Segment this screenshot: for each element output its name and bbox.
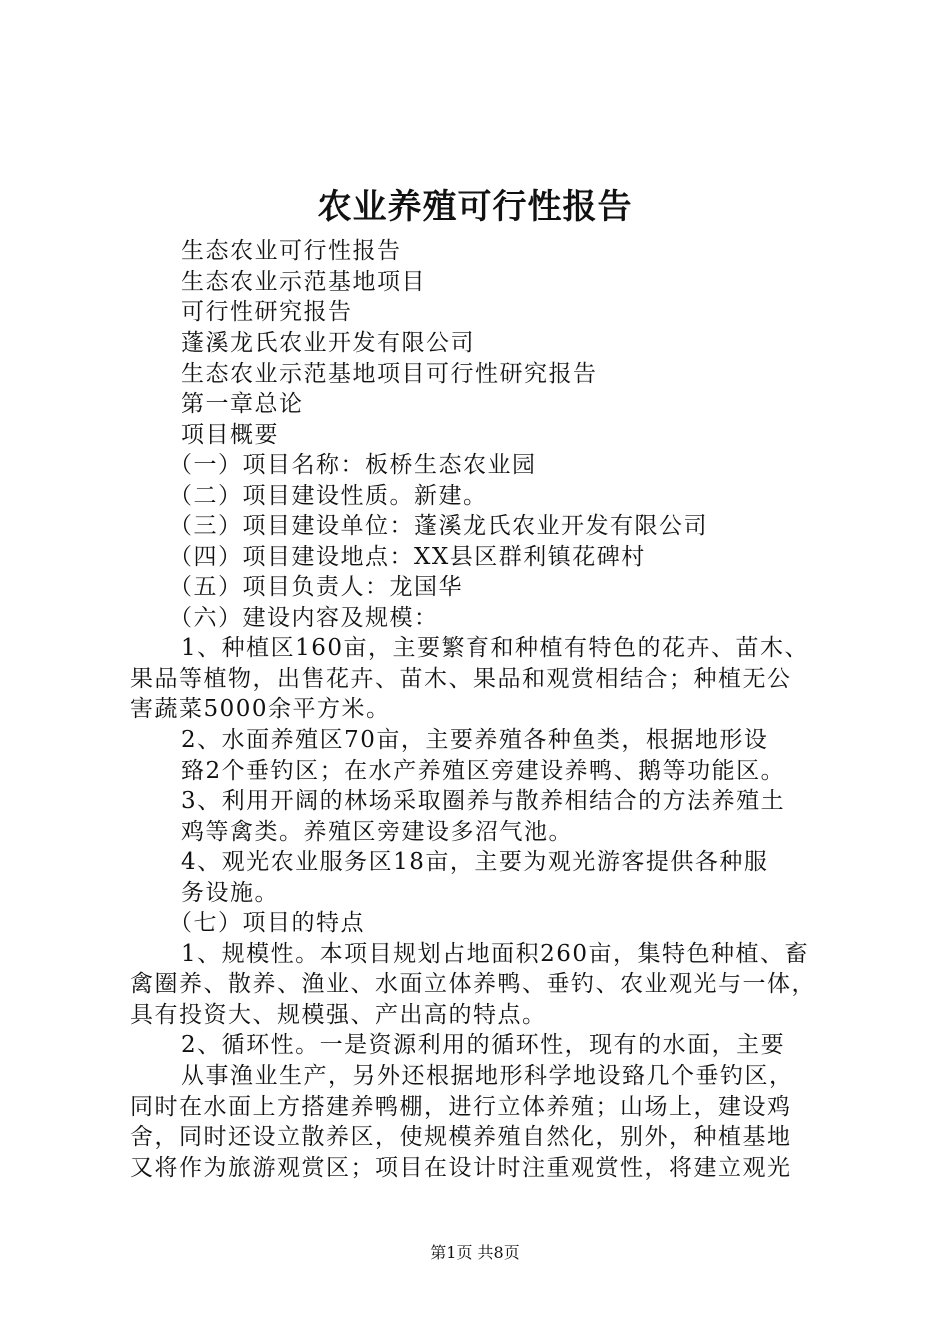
text-line: 4、观光农业服务区18亩，主要为观光游客提供各种服 (181, 849, 769, 875)
text-line: （五）项目负责人：龙国华 (169, 574, 463, 600)
text-line: 生态农业示范基地项目 (181, 269, 426, 295)
text-line: 生态农业示范基地项目可行性研究报告 (181, 361, 598, 387)
text-line: （六）建设内容及规模： (169, 605, 439, 631)
text-line: 同时在水面上方搭建养鸭棚，进行立体养殖；山场上，建设鸡 (130, 1094, 792, 1120)
text-line: 1、种植区160亩，主要繁育和种植有特色的花卉、苗木、 (181, 635, 810, 661)
text-line: 第一章总论 (181, 391, 304, 417)
text-line: 又将作为旅游观赏区；项目在设计时注重观赏性，将建立观光 (130, 1155, 792, 1181)
page-footer: 第1页 共8页 (430, 1243, 520, 1262)
text-line: 臵2个垂钓区；在水产养殖区旁建设养鸭、鹅等功能区。 (181, 758, 786, 784)
text-line: （四）项目建设地点：XX县区群利镇花碑村 (169, 544, 646, 570)
text-line: 2、水面养殖区70亩，主要养殖各种鱼类，根据地形设 (181, 727, 769, 753)
text-line: （七）项目的特点 (169, 910, 365, 936)
text-line: 可行性研究报告 (181, 299, 353, 325)
text-line: （一）项目名称：板桥生态农业园 (169, 452, 537, 478)
text-line: 从事渔业生产，另外还根据地形科学地设臵几个垂钓区， (181, 1063, 794, 1089)
text-line: （三）项目建设单位：蓬溪龙氏农业开发有限公司 (169, 513, 708, 539)
text-line: 务设施。 (181, 880, 279, 906)
text-line: 1、规模性。本项目规划占地面积260亩，集特色种植、畜 (181, 941, 810, 967)
text-line: 蓬溪龙氏农业开发有限公司 (181, 330, 475, 356)
text-line: 果品等植物，出售花卉、苗木、果品和观赏相结合；种植无公 (130, 666, 792, 692)
text-line: 具有投资大、规模强、产出高的特点。 (130, 1002, 547, 1028)
text-line: 舍，同时还设立散养区，使规模养殖自然化，别外，种植基地 (130, 1124, 792, 1150)
text-line: 鸡等禽类。养殖区旁建设多沼气池。 (181, 819, 573, 845)
document-title: 农业养殖可行性报告 (317, 187, 633, 227)
text-line: 生态农业可行性报告 (181, 238, 402, 264)
text-line: （二）项目建设性质。新建。 (169, 483, 488, 509)
text-line: 2、循环性。一是资源利用的循环性，现有的水面，主要 (181, 1032, 786, 1058)
text-line: 项目概要 (181, 422, 279, 448)
text-line: 害蔬菜5000余平方米。 (130, 696, 391, 722)
text-line: 3、利用开阔的林场采取圈养与散养相结合的方法养殖土 (181, 788, 786, 814)
text-line: 禽圈养、散养、渔业、水面立体养鸭、垂钓、农业观光与一体， (130, 971, 816, 997)
